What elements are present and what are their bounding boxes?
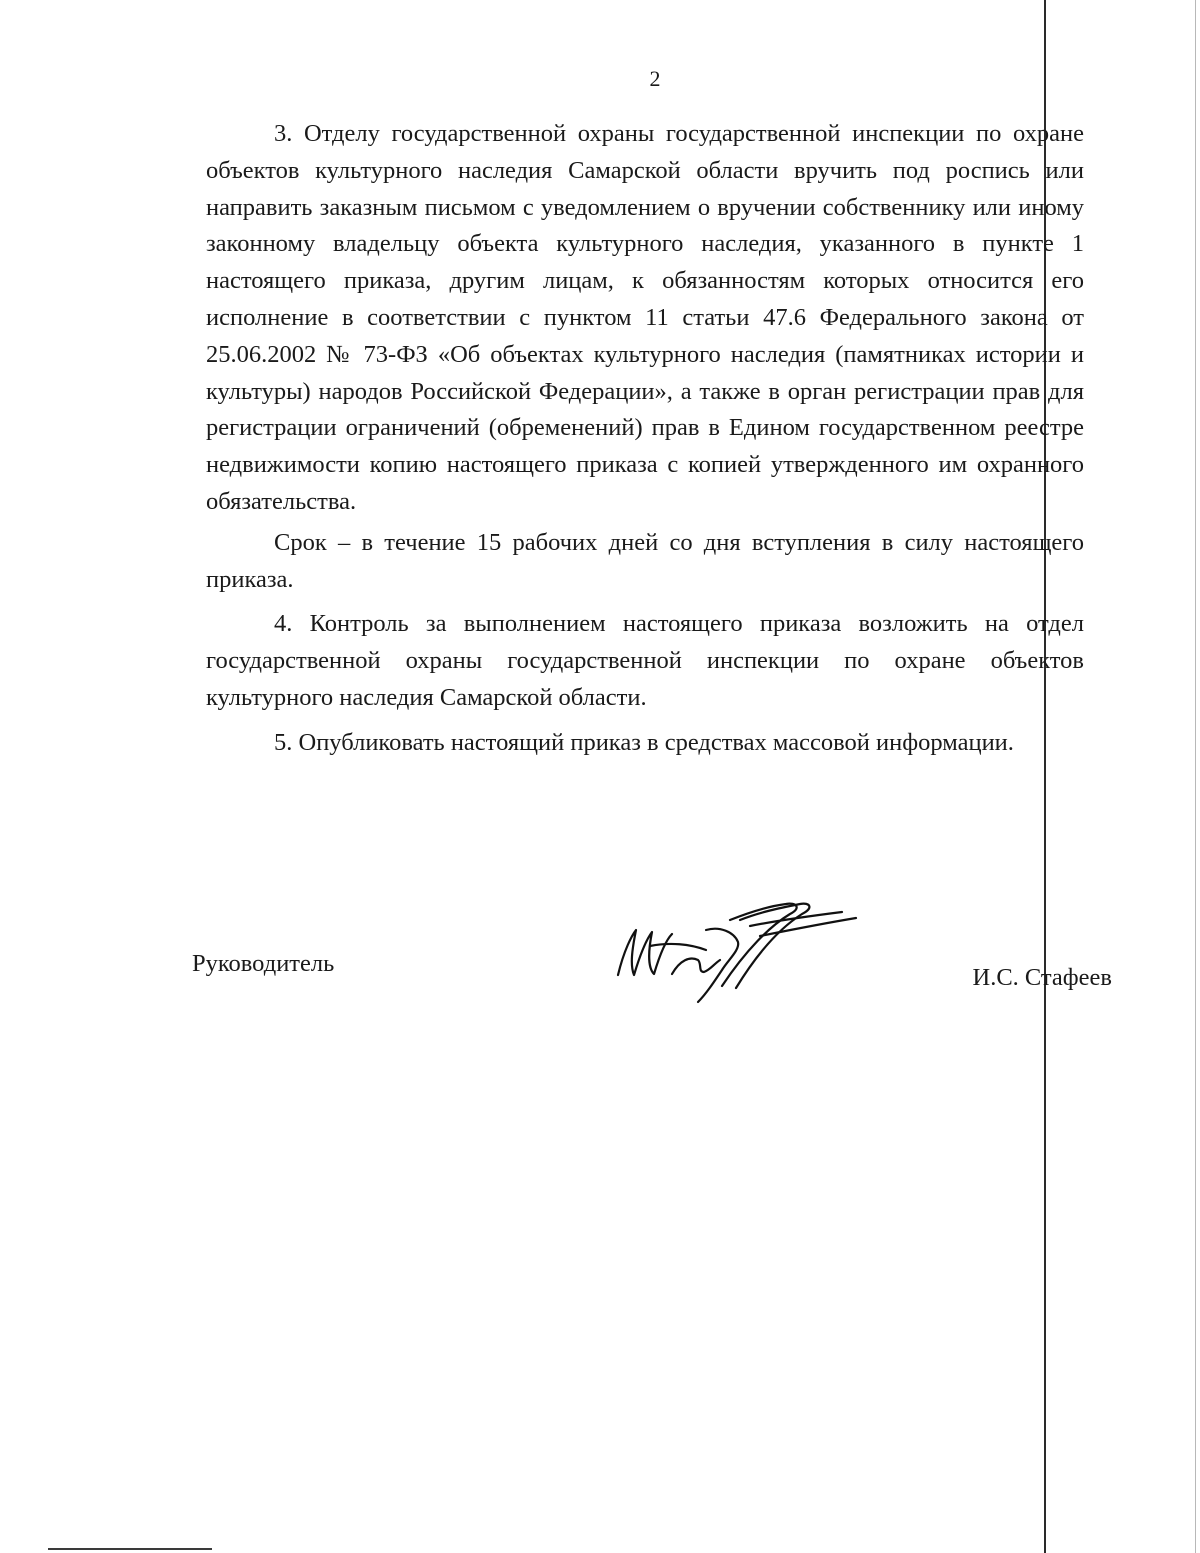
page-number: 2	[649, 66, 661, 91]
paragraph-item-4: 4. Контроль за выполнением настоящего приказа возложить на отдел государственной охраны государственной инспекции по охране объектов культурного наследия Самарской области.	[206, 610, 1084, 711]
scan-artifact-bottom-mark	[48, 1548, 212, 1550]
scan-artifact-edge-line	[1195, 0, 1196, 1553]
paragraph-item-3: 3. Отделу государственной охраны государственной инспекции по охране объектов культурного наследия Самарской области вручить под роспись или направить заказным письмом с уведомлением о вручении собственнику или иному законному владельцу объекта культурного наследия, указанного в пункте 1 настоящего приказа, другим лицам, к обязанностям которых относится его исполнение в соответствии с пунктом 11 статьи 47.6 Федерального закона от 25.06.2002 № 73-ФЗ «Об объектах культурного наследия (памятниках истории и культуры) народов Российской Федерации», а также в орган регистрации прав для регистрации ограничений (обременений) прав в Едином государственном реестре недвижимости копию настоящего приказа с копией утвержденного им охранного обязательства.	[206, 120, 1084, 515]
signature-block	[192, 940, 1112, 1030]
signer-position-title: Руководитель	[192, 950, 335, 977]
document-body	[206, 116, 1084, 762]
paragraph-item-5: 5. Опубликовать настоящий приказ в средствах массовой информации.	[274, 728, 1014, 756]
handwritten-signature	[610, 890, 860, 1010]
paragraph-deadline: Срок – в течение 15 рабочих дней со дня вступления в силу настоящего приказа.	[206, 528, 1084, 593]
signer-name: И.С. Стафеев	[972, 964, 1112, 991]
